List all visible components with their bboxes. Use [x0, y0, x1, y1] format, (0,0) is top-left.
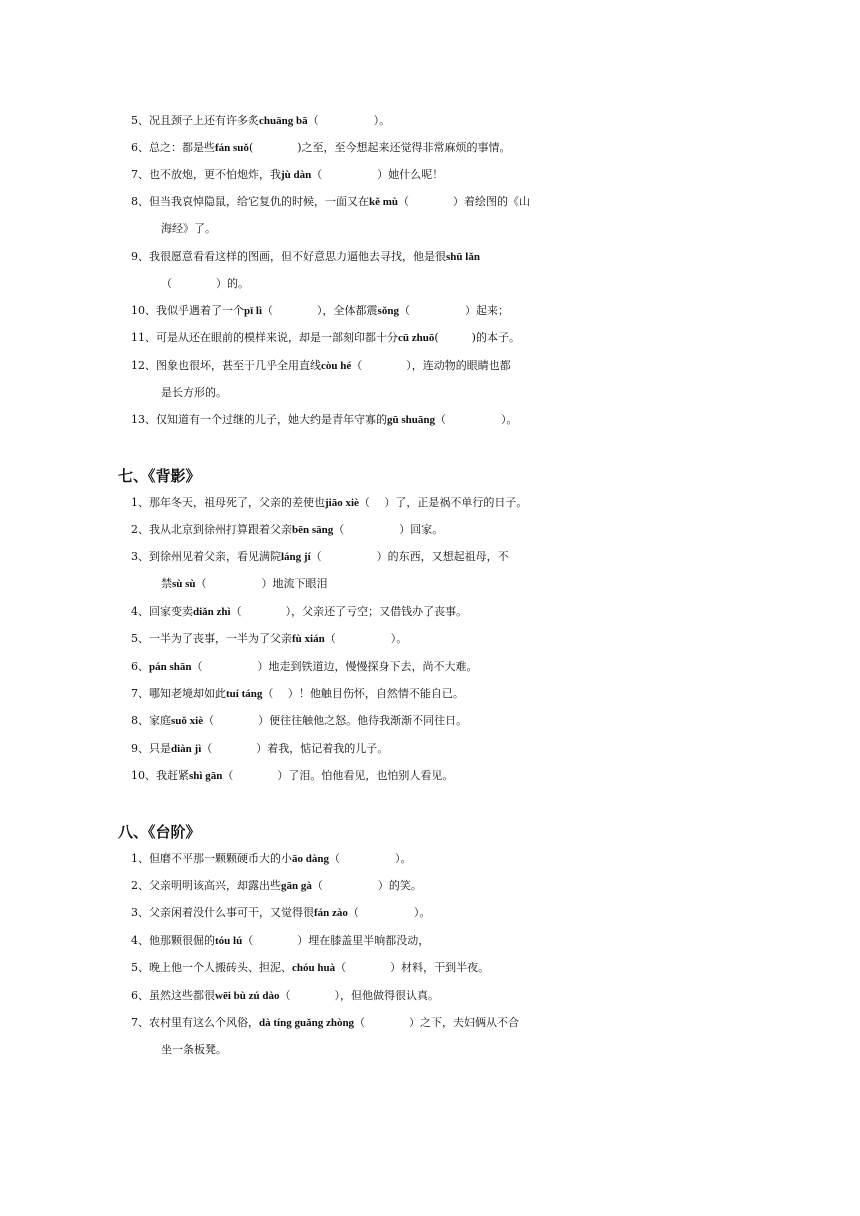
q-line: 5、一半为了丧事，一半为了父亲fù xián（ ）。: [131, 632, 408, 645]
q-line: 9、我很愿意看看这样的图画，但不好意思力逼他去寻找，他是很shū lǎn: [131, 250, 480, 263]
q-line: 6、虽然这些都很wēi bù zú dào（ ），但他做得很认真。: [131, 989, 439, 1002]
q-line-continuation: 是长方形的。: [161, 386, 227, 399]
q-line: 1、但磨不平那一颗颗硬币大的小āo dàng（ ）。: [131, 852, 412, 865]
q-line: 3、到徐州见着父亲，看见满院láng jí（ ）的东西，又想起祖母，不: [131, 550, 509, 563]
q-line: 12、图象也很坏，甚至于几乎全用直线còu hé（ ），连动物的眼睛也都: [131, 359, 511, 372]
q-line: 10、我似乎遇着了一个pī lì（ ），全体都震sǒng（ ）起来；: [131, 304, 509, 317]
q-line: 9、只是diàn jì（ ）着我，惦记着我的儿子。: [131, 742, 389, 755]
section-heading: 八、《台阶》: [118, 823, 201, 841]
q-line: 8、但当我哀悼隐鼠，给它复仇的时候，一面又在kě mù（ ）着绘图的《山: [131, 195, 531, 208]
q-line: 7、农村里有这么个风俗，dà tíng guǎng zhòng（ ）之下，夫妇俩从不合: [131, 1016, 520, 1029]
q-line-continuation: （ ）的。: [161, 277, 249, 290]
q-line: 5、况且颈子上还有许多炙chuāng bā（ ）。: [131, 114, 391, 127]
q-line: 11、可是从还在眼前的模样来说，却是一部刻印都十分cū zhuō( )的本子。: [131, 331, 520, 344]
q-line: 1、那年冬天，祖母死了，父亲的差使也jiāo xiè（ ）了，正是祸不单行的日子。: [131, 496, 528, 509]
q-line: 2、我从北京到徐州打算跟着父亲bēn sāng（ ）回家。: [131, 523, 444, 536]
q-line: 7、哪知老境却如此tuí táng（ ）！他触目伤怀，自然情不能自已。: [131, 687, 464, 700]
q-line: 7、也不放炮，更不怕炮炸，我jù dàn（ ）她什么呢！: [131, 168, 444, 181]
q-line: 2、父亲明明该高兴，却露出些gān gà（ ）的笑。: [131, 879, 422, 892]
q-line-continuation: 坐一条板凳。: [161, 1043, 227, 1056]
q-line: 6、pán shān（ ）地走到铁道边，慢慢探身下去，尚不大难。: [131, 660, 478, 673]
q-line-continuation: 禁sù sù（ ）地流下眼泪: [161, 577, 328, 590]
q-line: 3、父亲闲着没什么事可干，又觉得很fán zào（ ）。: [131, 906, 431, 919]
q-line: 4、回家变卖diǎn zhì（ ），父亲还了亏空；又借钱办了丧事。: [131, 605, 468, 618]
q-line: 10、我赶紧shì gān（ ）了泪。怕他看见，也怕别人看见。: [131, 769, 454, 782]
q-line: 4、他那颗很倔的tóu lú（ ）埋在膝盖里半晌都没动，: [131, 934, 430, 947]
q-line: 8、家庭suǒ xiè（ ）便往往触他之怒。他待我渐渐不同往日。: [131, 714, 468, 727]
q-line: 13、仅知道有一个过继的儿子，她大约是青年守寡的gū shuāng（ ）。: [131, 413, 518, 426]
q-line: 6、总之：都是些fán suǒ( )之至，至今想起来还觉得非常麻烦的事情。: [131, 141, 511, 154]
q-line-continuation: 海经》了。: [161, 222, 216, 235]
q-line: 5、晚上他一个人搬砖头、担泥、chóu huà（ ）材料，干到半夜。: [131, 961, 490, 974]
section-heading: 七、《背影》: [118, 467, 201, 485]
